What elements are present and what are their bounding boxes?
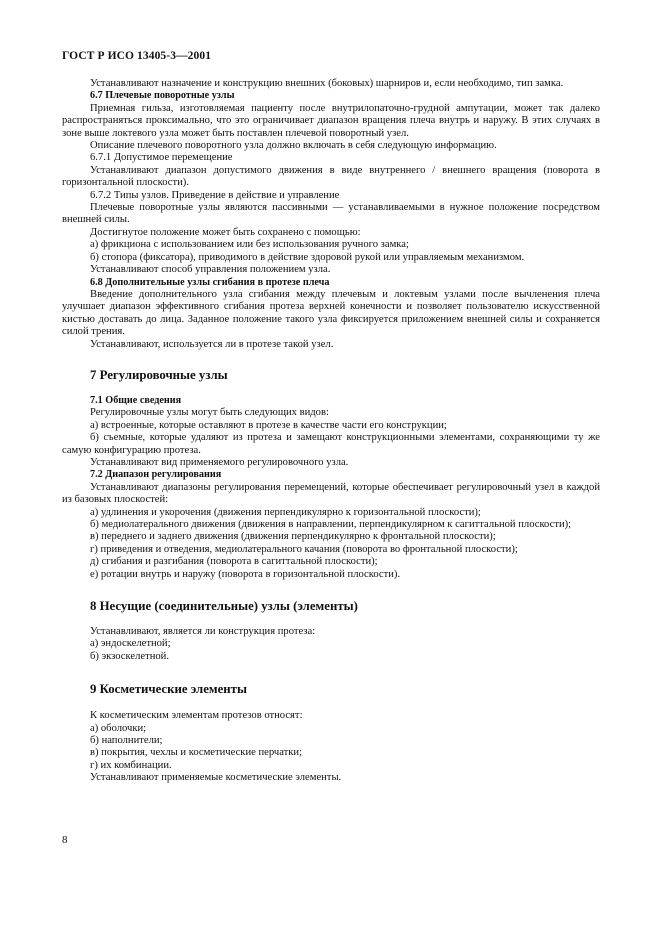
paragraph: Устанавливают вид применяемого регулировочного узла. [90,456,349,468]
list-item: в) переднего и заднего движения (движения перпендикулярно к фронтальной плоскости); [90,531,496,543]
paragraph: Приемная гильза, изготовляемая пациенту после внутрилопаточно-грудной ампутации, может так далеко распространяться проксимально, что это ограничивает диапазон вращения плеча внутрь и наружу. В этих случаях в зоне выше локтевого узла может быть поставлен плечевой поворотный узел. [62,102,600,139]
page-body [62,78,600,785]
paragraph: К косметическим элементам протезов относят: [90,710,303,722]
list-item: а) удлинения и укорочения (движения перпендикулярно к горизонтальной плоскости); [90,506,481,518]
paragraph: Устанавливают применяемые косметические элементы. [90,772,342,784]
section-7-title: 7 Регулировочные узлы [90,367,228,382]
section-6-7-heading: 6.7 Плечевые поворотные узлы [90,90,235,102]
list-item: б) наполнители; [90,735,163,747]
list-item: а) фрикциона с использованием или без использования ручного замка; [90,239,409,251]
list-item: б) медиолатерального движения (движения в направлении, перпендикулярном к сагиттальной плоскости); [90,519,572,530]
section-7-1-heading: 7.1 Общие сведения [90,394,182,406]
subsection-6-7-1-heading: 6.7.1 Допустимое перемещение [90,152,233,164]
section-9-title: 9 Косметические элементы [90,682,247,697]
paragraph: Плечевые поворотные узлы являются пассивными — устанавливаемыми в нужное положение посредством внешней силы. [62,202,600,226]
paragraph: Устанавливают, является ли конструкция протеза: [90,626,316,638]
joints-paragraph: Устанавливают назначение и конструкцию внешних (боковых) шарниров и, если необходимо, тип замка. [90,78,564,89]
list-item: б) экзоскелетной. [90,650,169,662]
list-item: а) встроенные, которые оставляют в протезе в качестве части его конструкции; [90,419,447,431]
section-6-8-heading: 6.8 Дополнительные узлы сгибания в протезе плеча [90,276,330,288]
paragraph: Введение дополнительного узла сгибания между плечевым и локтевым узлами после вычленения плеча улучшает диапазон эффективного сгибания протеза верхней конечности и позволяет пользователю искусственной кистью доставать до лица. Заданное положение такого узла фиксируется приложением внешней силы и сохраняется силой трения. [62,288,600,338]
list-item: а) оболочки; [90,722,147,734]
list-item: в) покрытия, чехлы и косметические перчатки; [90,747,303,759]
document-header: ГОСТ Р ИСО 13405-3—2001 [62,50,212,62]
list-item: е) ротации внутрь и наружу (поворота в горизонтальной плоскости). [90,568,401,580]
list-item: б) съемные, которые удаляют из протеза и замещают конструкционными элементами, сохраняющими ту же самую конфигурацию протеза. [62,432,600,456]
paragraph: Устанавливают диапазон допустимого движения в виде внутреннего / внешнего вращения (поворота в горизонтальной плоскости). [62,164,600,189]
paragraph: Устанавливают, используется ли в протезе такой узел. [90,338,334,350]
section-7-2-heading: 7.2 Диапазон регулирования [90,469,222,481]
paragraph: Достигнутое положение может быть сохранено с помощью: [90,226,361,238]
page-number: 8 [62,834,68,846]
list-item: г) приведения и отведения, медиолатерального качания (поворота во фронтальной плоскости); [90,543,518,555]
subsection-6-7-2-heading: 6.7.2 Типы узлов. Приведение в действие и управление [90,189,340,201]
paragraph: Описание плечевого поворотного узла должно включать в себя следующую информацию. [90,140,497,152]
list-item: а) эндоскелетной; [90,638,171,650]
list-item: д) сгибания и разгибания (поворота в сагиттальной плоскости); [90,556,378,568]
list-item: г) их комбинации. [90,759,172,771]
paragraph: Регулировочные узлы могут быть следующих видов: [90,407,329,419]
list-item: б) стопора (фиксатора), приводимого в действие здоровой рукой или управляемым механизмом. [90,251,525,263]
paragraph: Устанавливают диапазоны регулирования перемещений, которые обеспечивает регулировочный узел в каждой из базовых плоскостей: [62,481,600,506]
section-8-title: 8 Несущие (соединительные) узлы (элементы) [90,599,358,614]
paragraph: Устанавливают способ управления положением узла. [90,264,331,276]
